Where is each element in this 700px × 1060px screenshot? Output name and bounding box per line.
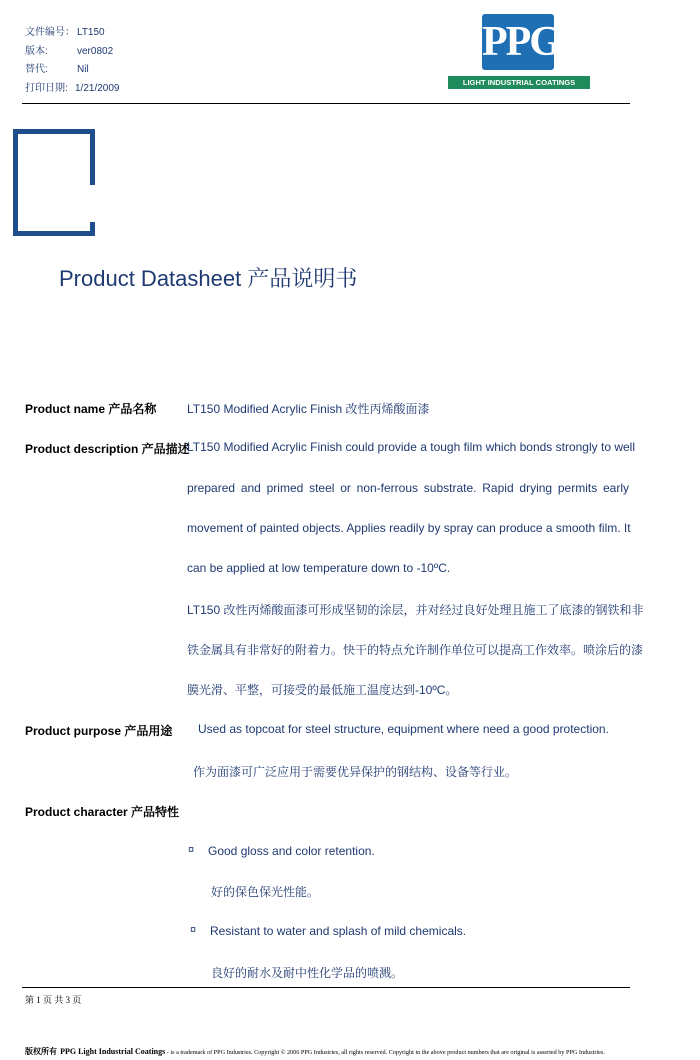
- description-line: 铁金属具有非常好的附着力。快干的特点允许制作单位可以提高工作效率。喷涂后的漆: [187, 643, 644, 657]
- version-value: ver0802: [77, 45, 114, 57]
- replace-label: 替代:: [25, 64, 48, 75]
- copyright-company: PPG Light Industrial Coatings: [60, 1047, 166, 1056]
- description-line: can be applied at low temperature down to -10ºC.: [187, 561, 451, 575]
- product-description-label: Product description 产品描述: [25, 442, 190, 456]
- product-name-label: Product name 产品名称: [25, 402, 157, 416]
- replace-row: [25, 61, 120, 80]
- description-line: movement of painted objects. Applies readily by spray can produce a smooth film. It: [187, 521, 631, 535]
- page-title: Product Datasheet 产品说明书: [59, 266, 358, 291]
- copyright-notice: [25, 1046, 605, 1057]
- version-row: [25, 43, 120, 62]
- copyright-bold: 版权所有: [25, 1047, 57, 1056]
- product-character-label: Product character 产品特性: [25, 805, 180, 819]
- bullet-icon: ¤: [190, 924, 197, 936]
- print-date-value: 1/21/2009: [75, 82, 120, 94]
- product-name-value: LT150 Modified Acrylic Finish 改性丙烯酸面漆: [187, 402, 430, 416]
- decorative-bracket-top-tick: [90, 129, 95, 185]
- version-label: 版本:: [25, 45, 48, 57]
- ppg-logo-mark: PPG: [482, 14, 554, 70]
- copyright-text: - is a trademark of PPG Industries. Copyright © 2006 PPG Industries, all rights reserved. Copyright in the above product numbers that are original is asserted by PPG Industries.: [166, 1049, 605, 1056]
- page-number: 第 1 页 共 3 页: [25, 995, 82, 1005]
- print-date-label: 打印日期:: [25, 82, 68, 94]
- header-divider: [22, 103, 630, 104]
- character-item-en: Resistant to water and splash of mild chemicals.: [210, 924, 467, 938]
- description-line: LT150 改性丙烯酸面漆可形成坚韧的涂层，并对经过良好处理且施工了底漆的钢铁和非: [187, 603, 644, 617]
- bullet-icon: ¤: [188, 844, 195, 856]
- description-line: LT150 Modified Acrylic Finish could provide a tough film which bonds strongly to well: [187, 440, 635, 454]
- decorative-bracket-bottom-tick: [90, 222, 95, 236]
- product-purpose-en: Used as topcoat for steel structure, equipment where need a good protection.: [198, 722, 609, 736]
- product-purpose-label: Product purpose 产品用途: [25, 724, 173, 738]
- product-purpose-cn: 作为面漆可广泛应用于需要优异保护的钢结构、设备等行业。: [193, 765, 518, 779]
- description-line: prepared and primed steel or non-ferrous substrate. Rapid drying permits early: [187, 481, 629, 495]
- print-date-row: [25, 80, 120, 99]
- description-line: 膜光滑、平整，可接受的最低施工温度达到-10ºC。: [187, 683, 458, 697]
- footer-divider: [22, 987, 630, 988]
- character-item-cn: 良好的耐水及耐中性化学品的喷溅。: [211, 966, 404, 980]
- doc-number-row: [25, 24, 120, 43]
- document-meta: [25, 24, 120, 98]
- character-item-cn: 好的保色保光性能。: [211, 885, 320, 899]
- ppg-logo-tagline: LIGHT INDUSTRIAL COATINGS: [448, 76, 590, 89]
- doc-number-label: 文件编号：: [25, 27, 75, 38]
- replace-value: Nil: [77, 64, 89, 75]
- decorative-bracket: [13, 129, 95, 236]
- doc-number-value: LT150: [77, 27, 105, 38]
- character-item-en: Good gloss and color retention.: [208, 844, 375, 858]
